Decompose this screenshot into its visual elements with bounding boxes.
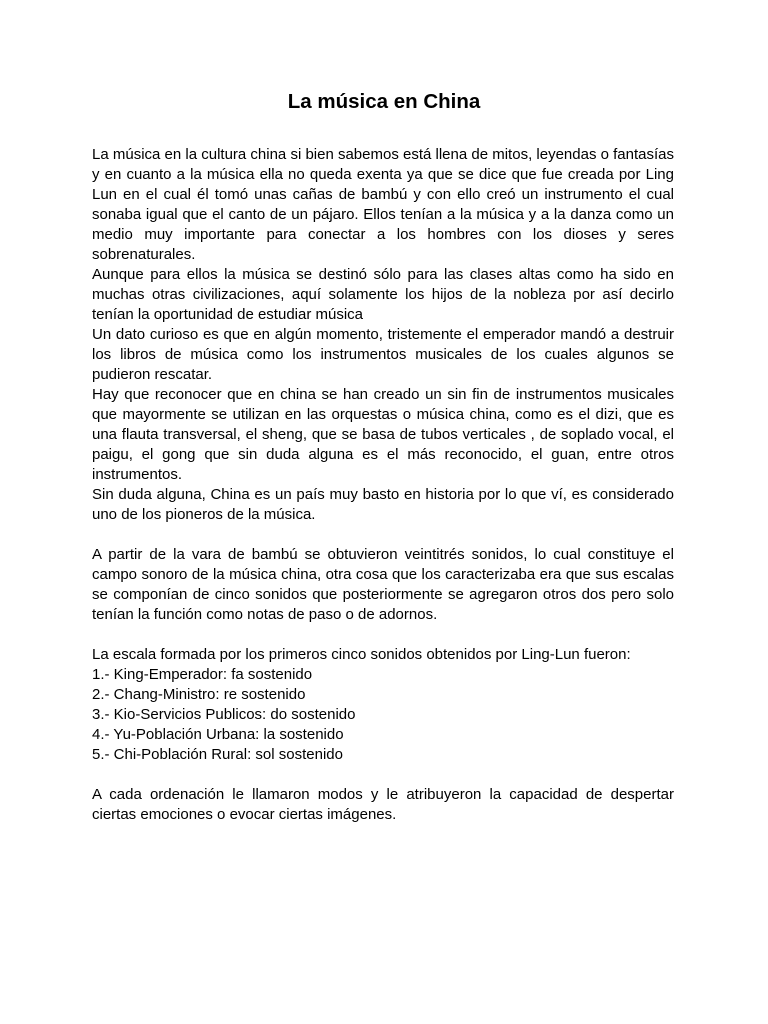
paragraph-history: Sin duda alguna, China es un país muy basto en historia por lo que ví, es considerado uno de los pioneros de la música. xyxy=(92,486,674,523)
page-title: La música en China xyxy=(287,90,481,113)
paragraph-spacer xyxy=(92,625,674,645)
paragraph-nobility: Aunque para ellos la música se destinó sólo para las clases altas como ha sido en muchas otras civilizaciones, aquí solamente los hijos de la nobleza por así decirlo tenían la oportunidad de estudiar música xyxy=(92,266,674,323)
paragraph-bamboo: A partir de la vara de bambú se obtuvieron veintitrés sonidos, lo cual constituye el campo sonoro de la música china, otra cosa que los caracterizaba era que sus escalas se componían de cinco sonidos que posteriormente se agregaron otros dos pero solo tenían la función como notas de paso o de adornos. xyxy=(92,546,674,623)
list-item: 1.- King-Emperador: fa sostenido xyxy=(92,666,313,683)
list-item: 4.- Yu-Población Urbana: la sostenido xyxy=(92,726,344,743)
scale-intro: La escala formada por los primeros cinco sonidos obtenidos por Ling-Lun fueron: xyxy=(92,646,631,663)
document-body xyxy=(92,145,674,825)
scale-list xyxy=(92,665,674,765)
paragraph-emperor: Un dato curioso es que en algún momento, tristemente el emperador mandó a destruir los libros de música como los instrumentos musicales de los cuales algunos se pudieron rescatar. xyxy=(92,326,674,383)
list-item: 3.- Kio-Servicios Publicos: do sostenido xyxy=(92,706,356,723)
paragraph-spacer xyxy=(92,765,674,785)
list-item: 5.- Chi-Población Rural: sol sostenido xyxy=(92,746,343,763)
list-item: 2.- Chang-Ministro: re sostenido xyxy=(92,686,306,703)
paragraph-spacer xyxy=(92,525,674,545)
paragraph-closing: A cada ordenación le llamaron modos y le atribuyeron la capacidad de despertar ciertas emociones o evocar ciertas imágenes. xyxy=(92,786,674,823)
paragraph-origin: La música en la cultura china si bien sabemos está llena de mitos, leyendas o fantasías y en cuanto a la música ella no queda exenta ya que se dice que fue creada por Ling Lun en el cual él tomó unas cañas de bambú y con ello creó un instrumento el cual sonaba igual que el canto de un pájaro. Ellos tenían a la música y a la danza como un medio muy importante para conectar a los hombres con los dioses y seres sobrenaturales. xyxy=(92,146,674,263)
paragraph-instruments: Hay que reconocer que en china se han creado un sin fin de instrumentos musicales que mayormente se utilizan en las orquestas o música china, como es el dizi, que es una flauta transversal, el sheng, que se basa de tubos verticales , de soplado vocal, el paigu, el gong que sin duda alguna es el más reconocido, el guan, entre otros instrumentos. xyxy=(92,386,674,483)
